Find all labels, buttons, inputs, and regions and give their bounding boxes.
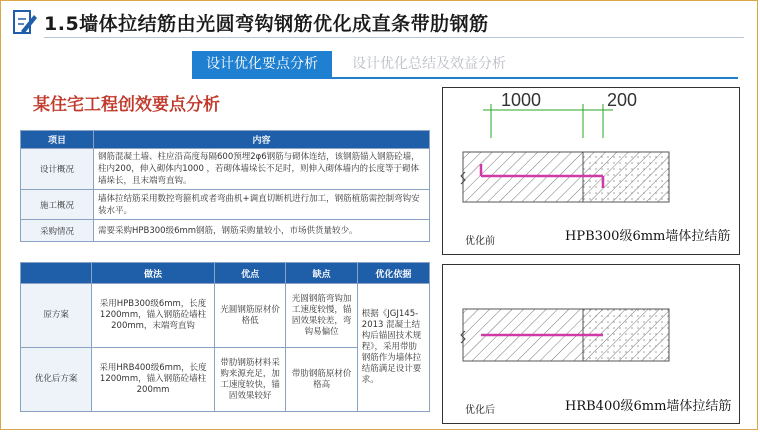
tab-underline xyxy=(192,77,738,79)
row-label: 采购情况 xyxy=(21,220,94,242)
tab-design-optimization-points[interactable]: 设计优化要点分析 xyxy=(192,51,332,77)
method-cell: 采用HRB400级6mm，长度1200mm，锚入钢筋砼墙柱200mm xyxy=(92,348,215,412)
before-tag: 优化前 xyxy=(465,236,495,247)
before-caption: HPB300级6mm墙体拉结筋 xyxy=(565,229,731,244)
after-caption: HRB400级6mm墙体拉结筋 xyxy=(565,399,732,414)
row-label: 施工概况 xyxy=(21,190,94,220)
dimension-200: 200 xyxy=(607,90,638,110)
column-header: 优化依据 xyxy=(357,263,429,284)
column-header: 优点 xyxy=(214,263,285,284)
column-header xyxy=(21,263,92,284)
table-row xyxy=(21,284,430,348)
basis-cell: 根据《JGJ145-2013 混凝土结构后锚固技术规程》，采用带肋钢筋作为墙体拉结筋满足设计要求。 xyxy=(357,284,429,412)
pros-cell: 光圆钢筋原材价格低 xyxy=(214,284,285,348)
overview-table xyxy=(20,130,430,242)
column-header: 内容 xyxy=(94,131,430,149)
after-tag: 优化后 xyxy=(465,405,495,416)
method-cell: 采用HPB300级6mm，长度1200mm，锚入钢筋砼墙柱200mm，末端弯直钩 xyxy=(92,284,215,348)
cons-cell: 带肋钢筋原材价格高 xyxy=(286,348,357,412)
table-header-row xyxy=(21,131,430,149)
section-title: 某住宅工程创效要点分析 xyxy=(33,95,220,115)
row-content: 墙体拉结筋采用数控弯箍机或者弯曲机+调直切断机进行加工，钢筋植筋需控制弯钩安装水平。 xyxy=(94,190,430,220)
table-row xyxy=(21,149,430,190)
pros-cell: 带肋钢筋材料采购来源充足，加工速度较快，锚固效果较好 xyxy=(214,348,285,412)
row-label: 原方案 xyxy=(21,284,92,348)
comparison-table xyxy=(20,262,430,412)
diagram-before-optimization xyxy=(442,87,740,255)
row-label: 优化后方案 xyxy=(21,348,92,412)
row-content: 需要采购HPB300级6mm钢筋，钢筋采购量较小，市场供货量较少。 xyxy=(94,220,430,242)
title-divider xyxy=(44,37,744,38)
dimension-1000: 1000 xyxy=(501,90,542,110)
cons-cell: 光圆钢筋弯钩加工速度较慢，锚固效果较差，弯钩易偏位 xyxy=(286,284,357,348)
row-label: 设计概况 xyxy=(21,149,94,190)
tab-optimization-summary[interactable]: 设计优化总结及效益分析 xyxy=(352,56,506,72)
page-title: 1.5墙体拉结筋由光圆弯钩钢筋优化成直条带肋钢筋 xyxy=(44,13,489,35)
table-row xyxy=(21,220,430,242)
pencil-icon xyxy=(12,9,38,37)
column-header: 做法 xyxy=(92,263,215,284)
diagram-after-optimization xyxy=(442,264,740,424)
row-content: 钢筋混凝土墙、柱应沿高度每隔600预埋2φ6钢筋与砌体连结，该钢筋锚入钢筋砼墙，柱内200，伸入砌体内1000 ，若砌体墙垛长不足时，则伸入砌体墙内的长度等于砌体墙垛长，且末端弯直钩。 xyxy=(94,149,430,190)
column-header: 项目 xyxy=(21,131,94,149)
table-row xyxy=(21,190,430,220)
column-header: 缺点 xyxy=(286,263,357,284)
table-header-row xyxy=(21,263,430,284)
